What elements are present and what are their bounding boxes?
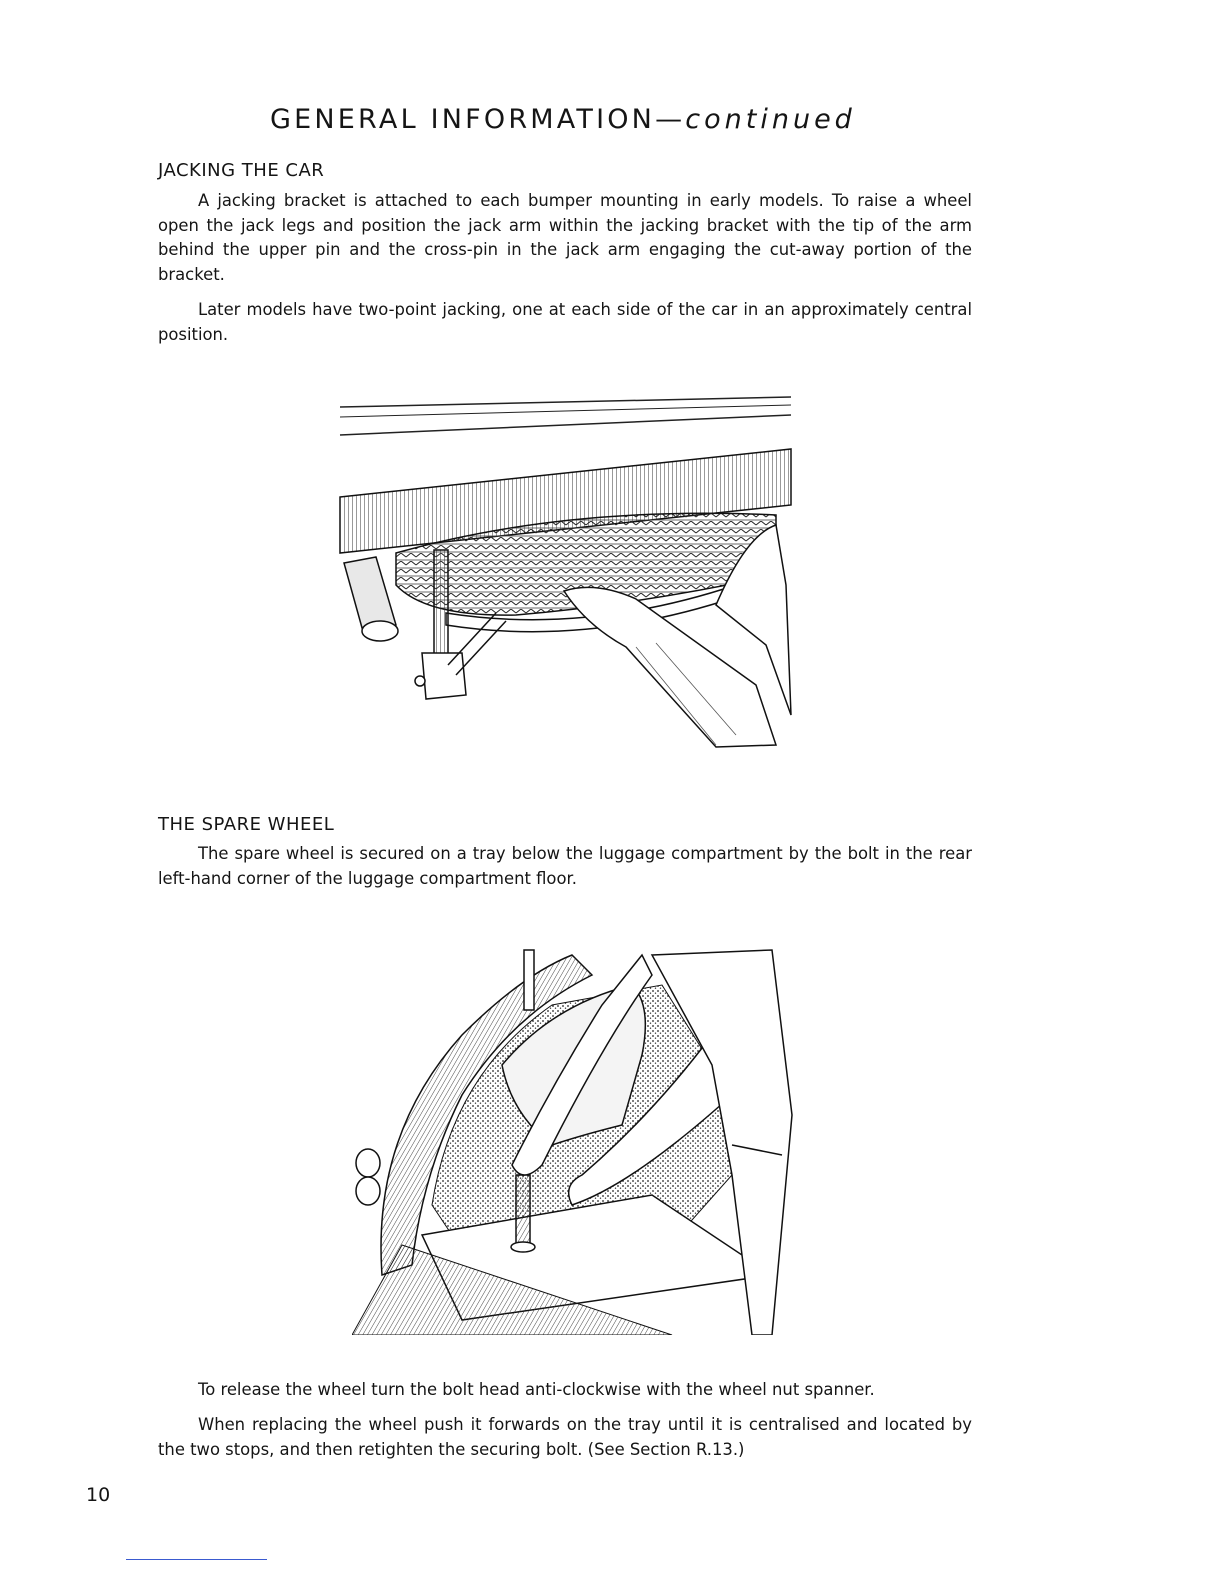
page-title-dash: —	[655, 104, 686, 135]
page-title-main: GENERAL INFORMATION	[270, 104, 656, 135]
paragraph-spare-wheel-secured: The spare wheel is secured on a tray below the luggage compartment by the bolt in the rear left-hand corner of the luggage compartment floor.	[158, 844, 972, 888]
paragraph-replace-wheel: When replacing the wheel push it forwards on the tray until it is centralised and located by the two stops, and then retighten the securing bolt. (See Section R.13.)	[158, 1415, 972, 1459]
luggage-compartment-illustration	[352, 945, 797, 1335]
spare-wheel-tray-illustration	[336, 385, 796, 755]
paragraph-jacking-bracket: A jacking bracket is attached to each bumper mounting in early models. To raise a wheel open the jack legs and position the jack arm within the jacking bracket with the tip of the arm behind the upper pin and the cross-pin in the jack arm engaging the cut-away portion of the bracket.	[158, 191, 972, 284]
section-heading-spare-wheel: THE SPARE WHEEL	[158, 814, 335, 835]
page-title-continued: continued	[685, 104, 856, 135]
section-heading-jacking: JACKING THE CAR	[158, 160, 325, 181]
paragraph-release-wheel: To release the wheel turn the bolt head anti-clockwise with the wheel nut spanner.	[198, 1380, 875, 1399]
page-number: 10	[86, 1484, 111, 1506]
paragraph-two-point-jacking: Later models have two-point jacking, one at each side of the car in an approximately central position.	[158, 300, 972, 344]
page-title	[270, 104, 856, 135]
footnote-rule	[126, 1559, 267, 1560]
